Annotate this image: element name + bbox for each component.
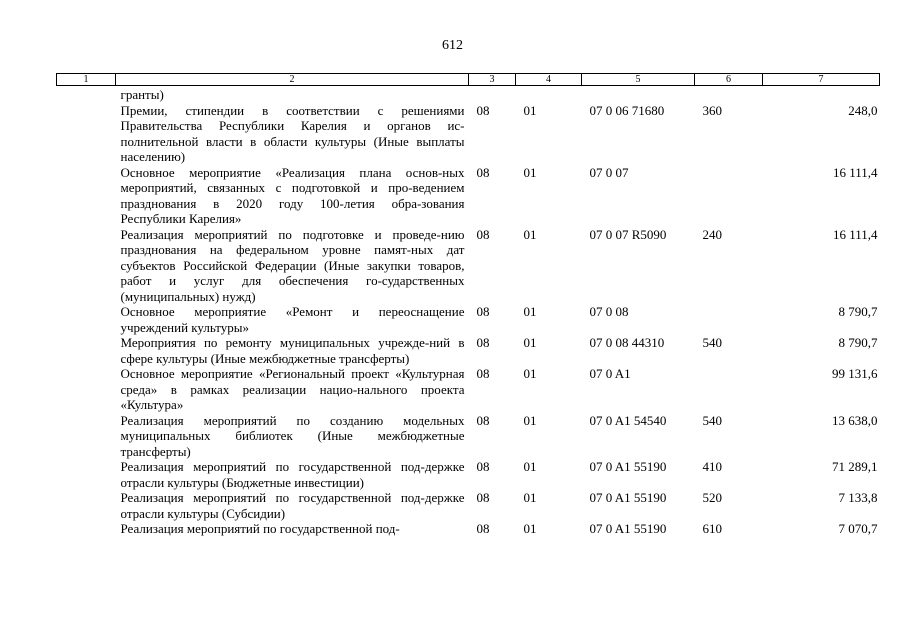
cell-amount: 13 638,0 [832, 412, 878, 428]
cell-target: 07 0 A1 54540 [589, 412, 667, 428]
cell-target: 07 0 07 R5090 [589, 226, 667, 242]
cell-type: 360 [702, 102, 722, 118]
cell-section: 08 [476, 490, 490, 505]
table-row [57, 459, 880, 490]
cell-subsection: 01 [523, 164, 537, 180]
cell-type: 610 [702, 521, 722, 536]
cell-subsection: 01 [523, 102, 537, 118]
header-col-2: 2 [116, 74, 469, 86]
cell-target: 07 0 07 [589, 164, 629, 180]
cell-subsection: 01 [523, 412, 537, 428]
cell-type: 540 [702, 335, 722, 350]
cell-name: Основное мероприятие «Ремонт и переоснащение учреждений культуры» [120, 304, 465, 335]
header-col-5: 5 [582, 74, 695, 86]
cell-target [582, 86, 695, 103]
cell-section: 08 [476, 366, 490, 381]
table-row [57, 335, 880, 366]
cell-amount: 16 111,4 [832, 226, 878, 242]
cell-name: Реализация мероприятий по подготовке и проведе-нию празднования на федеральном уровне памят-ных дат субъектов Российской Федерации (Иные закупки товаров, работ и услуг для обеспечения го-сударственных (муниципальных) нужд) [120, 226, 465, 304]
cell-subsection: 01 [523, 490, 537, 505]
cell-section: 08 [476, 335, 490, 350]
cell-type [695, 304, 763, 335]
table-body [57, 86, 880, 537]
cell-section: 08 [476, 521, 490, 536]
cell-section: 08 [476, 164, 490, 180]
cell-name: Реализация мероприятий по государственной под- [120, 521, 400, 536]
budget-table-container [56, 73, 879, 537]
cell-target: 07 0 06 71680 [589, 102, 665, 118]
table-row [57, 413, 880, 460]
cell-col1 [57, 413, 116, 460]
cell-section: 08 [476, 102, 490, 118]
cell-col1 [57, 165, 116, 227]
cell-amount: 8 790,7 [838, 335, 878, 350]
cell-amount: 71 289,1 [832, 459, 878, 474]
cell-amount: 7 133,8 [838, 490, 878, 505]
cell-subsection [516, 86, 582, 103]
cell-subsection: 01 [523, 366, 537, 381]
budget-table [56, 73, 880, 537]
cell-name: Реализация мероприятий по государственной под-держке отрасли культуры (Бюджетные инвестиции) [120, 459, 465, 490]
cell-target: 07 0 08 44310 [589, 335, 665, 350]
table-row [57, 86, 880, 103]
cell-target: 07 0 A1 55190 [589, 490, 667, 505]
cell-target: 07 0 08 [589, 304, 629, 319]
header-col-7: 7 [763, 74, 880, 86]
cell-amount: 8 790,7 [838, 304, 878, 319]
cell-subsection: 01 [523, 335, 537, 350]
table-row [57, 304, 880, 335]
cell-subsection: 01 [523, 226, 537, 242]
cell-name: Основное мероприятие «Региональный проект «Культурная среда» в рамках реализации нацио-нального проекта «Культура» [120, 366, 465, 412]
cell-target: 07 0 A1 55190 [589, 459, 667, 474]
cell-amount: 248,0 [848, 102, 878, 118]
cell-amount: 7 070,7 [838, 521, 878, 536]
cell-type [695, 165, 763, 227]
header-col-1: 1 [57, 74, 116, 86]
table-header [57, 74, 880, 86]
cell-name: Реализация мероприятий по созданию модельных муниципальных библиотек (Иные межбюджетные трансферты) [120, 412, 465, 459]
table-row [57, 366, 880, 413]
cell-section: 08 [476, 459, 490, 474]
cell-col1 [57, 304, 116, 335]
cell-type: 410 [702, 459, 722, 474]
cell-name: Основное мероприятие «Реализация плана основ-ных мероприятий, связанных с подготовкой и про-ведением празднования в 2020 году 100-летия обра-зования Республики Карелия» [120, 164, 465, 226]
cell-name: Реализация мероприятий по государственной под-держке отрасли культуры (Субсидии) [120, 490, 465, 521]
cell-name: Мероприятия по ремонту муниципальных учрежде-ний в сфере культуры (Иные межбюджетные трансферты) [120, 335, 465, 366]
header-col-6: 6 [695, 74, 763, 86]
cell-name: гранты) [120, 87, 164, 102]
cell-subsection: 01 [523, 459, 537, 474]
cell-amount [763, 86, 880, 103]
cell-type [695, 366, 763, 413]
header-col-3: 3 [469, 74, 516, 86]
table-row [57, 490, 880, 521]
cell-type: 240 [702, 226, 722, 242]
table-row [57, 521, 880, 537]
cell-type: 520 [702, 490, 722, 505]
cell-section: 08 [476, 226, 490, 242]
header-row [57, 74, 880, 86]
cell-col1 [57, 490, 116, 521]
table-row [57, 103, 880, 165]
cell-col1 [57, 86, 116, 103]
cell-type: 540 [702, 412, 722, 428]
cell-name: Премии, стипендии в соответствии с решениями Правительства Республики Карелия и органов ис-полнительной власти в области культуры (Иные выплаты населению) [120, 102, 465, 164]
cell-subsection: 01 [523, 521, 537, 536]
cell-col1 [57, 459, 116, 490]
cell-target: 07 0 A1 [589, 366, 631, 381]
cell-section [469, 86, 516, 103]
cell-type [695, 86, 763, 103]
table-row [57, 165, 880, 227]
cell-section: 08 [476, 412, 490, 428]
cell-col1 [57, 227, 116, 305]
cell-target: 07 0 A1 55190 [589, 521, 667, 536]
cell-amount: 99 131,6 [832, 366, 878, 381]
cell-section: 08 [476, 304, 490, 319]
page-number: 612 [442, 38, 463, 53]
header-col-4: 4 [516, 74, 582, 86]
cell-col1 [57, 521, 116, 537]
cell-col1 [57, 366, 116, 413]
cell-col1 [57, 103, 116, 165]
cell-col1 [57, 335, 116, 366]
cell-subsection: 01 [523, 304, 537, 319]
cell-amount: 16 111,4 [832, 164, 878, 180]
table-row [57, 227, 880, 305]
